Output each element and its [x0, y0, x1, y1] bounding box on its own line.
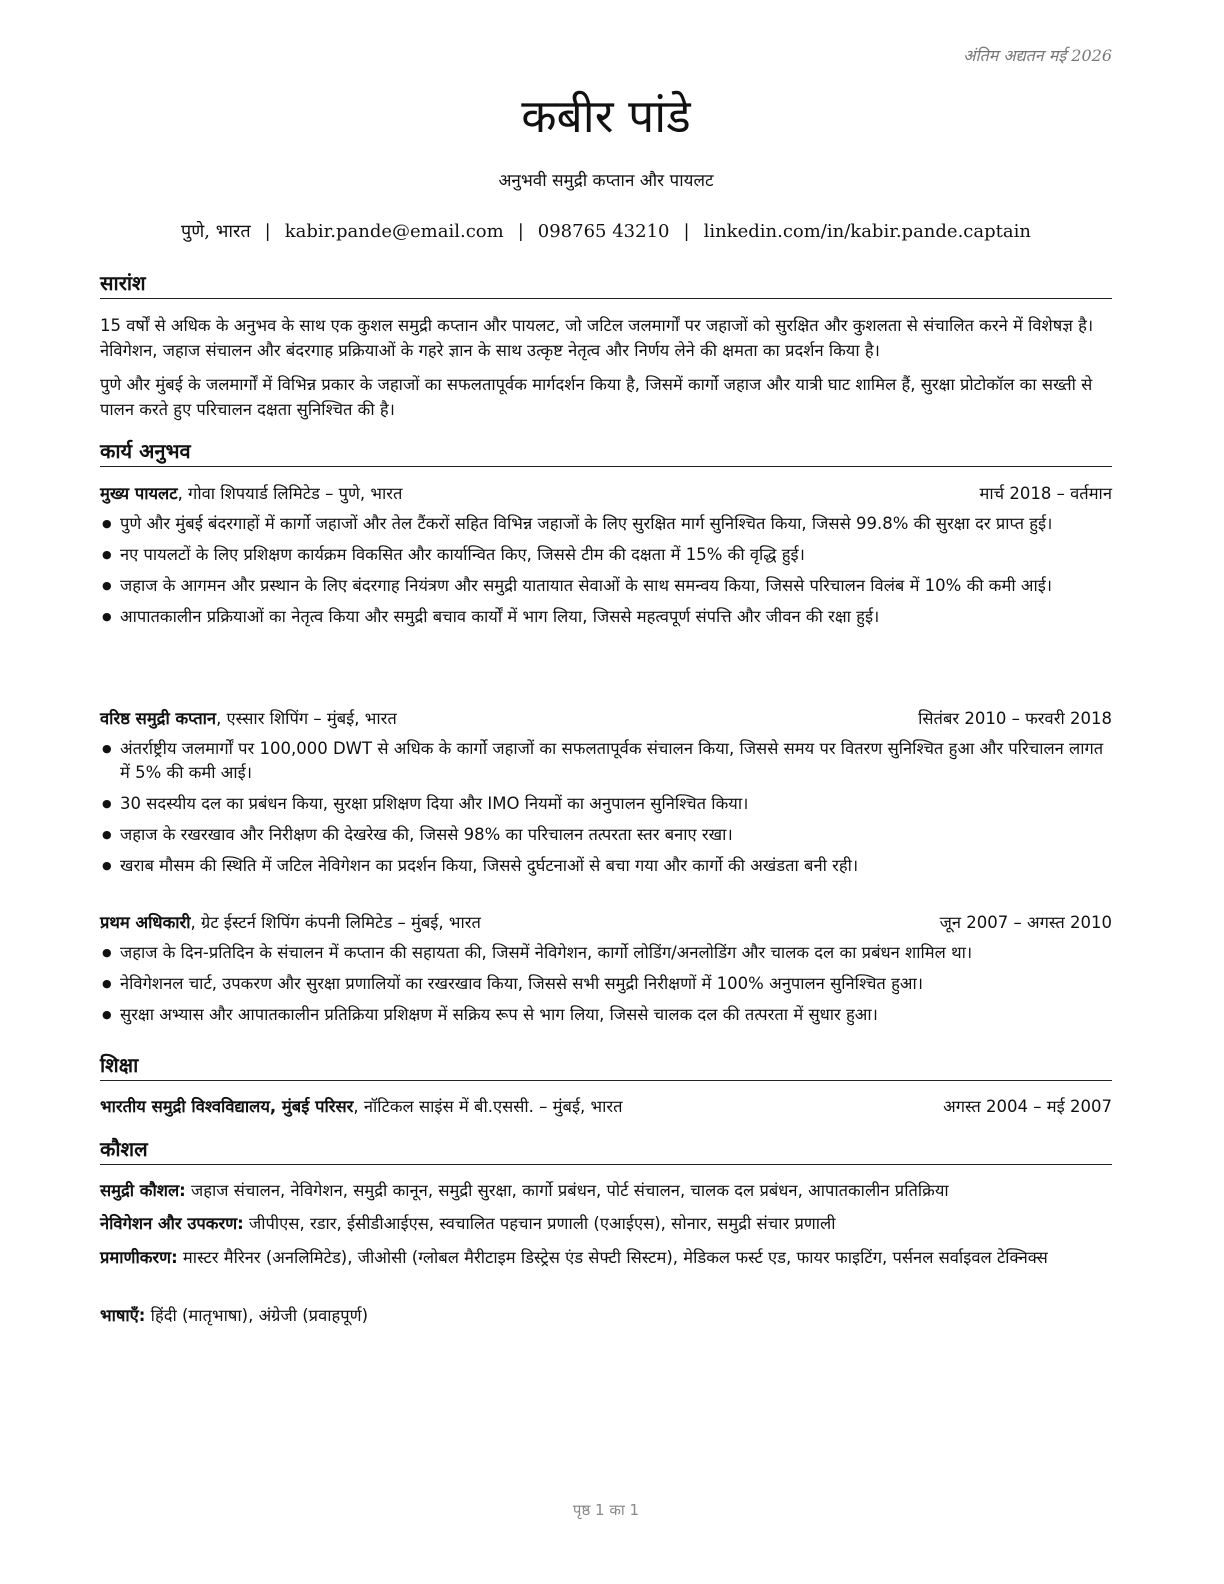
section-title-education: शिक्षा	[100, 1052, 1112, 1081]
section-title-summary: सारांश	[100, 270, 1112, 299]
section-title-experience: कार्य अनुभव	[100, 438, 1112, 467]
skill-value: जहाज संचालन, नेविगेशन, समुद्री कानून, समुद्री सुरक्षा, कार्गो प्रबंधन, पोर्ट संचालन, चालक दल प्रबंधन, आपातकालीन प्रतिक्रिया	[185, 1181, 949, 1200]
skill-line	[100, 1304, 1112, 1328]
skill-line	[100, 1246, 1112, 1270]
job-role: प्रथम अधिकारी	[100, 913, 191, 932]
list-item: ● 30 सदस्यीय दल का प्रबंधन किया, सुरक्षा प्रशिक्षण दिया और IMO नियमों का अनुपालन सुनिश्चित किया।	[100, 792, 1112, 816]
contact-phone[interactable]: 098765 43210	[537, 221, 670, 242]
contact-location: पुणे, भारत	[181, 221, 251, 242]
skill-value: जीपीएस, रडार, ईसीडीआईएस, स्वचालित पहचान प्रणाली (एआईएस), सोनार, समुद्री संचार प्रणाली	[243, 1214, 836, 1233]
list-item: ● खराब मौसम की स्थिति में जटिल नेविगेशन का प्रदर्शन किया, जिससे दुर्घटनाओं से बचा गया और कार्गो की अखंडता बनी रही।	[100, 854, 1112, 878]
job-org: , गोवा शिपयार्ड लिमिटेड – पुणे, भारत	[177, 484, 403, 503]
job-org: , एस्सार शिपिंग – मुंबई, भारत	[216, 709, 397, 728]
list-item: ● सुरक्षा अभ्यास और आपातकालीन प्रतिक्रिया प्रशिक्षण में सक्रिय रूप से भाग लिया, जिससे चालक दल की तत्परता में सुधार हुआ।	[100, 1003, 1112, 1027]
summary-paragraph-2: पुणे और मुंबई के जलमार्गों में विभिन्न प्रकार के जहाजों का सफलतापूर्वक मार्गदर्शन किया है, जिसमें कार्गो जहाज और यात्री घाट शामिल हैं, सुरक्षा प्रोटोकॉल का सख्ती से पालन करते हुए परिचालन दक्षता सुनिश्चित की है।	[100, 375, 1093, 419]
job-date: जून 2007 – अगस्त 2010	[939, 913, 1112, 932]
job-role: वरिष्ठ समुद्री कप्तान	[100, 709, 217, 728]
job-heading	[100, 911, 1112, 935]
job-date: मार्च 2018 – वर्तमान	[979, 484, 1112, 503]
list-item: ● पुणे और मुंबई बंदरगाहों में कार्गो जहाजों और तेल टैंकरों सहित विभिन्न जहाजों के लिए सुरक्षित मार्ग सुनिश्चित किया, जिससे 99.8% की सुरक्षा दर प्राप्त हुई।	[100, 512, 1112, 536]
list-item: ● आपातकालीन प्रक्रियाओं का नेतृत्व किया और समुद्री बचाव कार्यों में भाग लिया, जिससे महत्वपूर्ण संपत्ति और जीवन की रक्षा हुई।	[100, 605, 1112, 629]
contact-separator: |	[517, 221, 524, 242]
page-number: पृष्ठ 1 का 1	[572, 1501, 640, 1519]
list-item: ● जहाज के आगमन और प्रस्थान के लिए बंदरगाह नियंत्रण और समुद्री यातायात सेवाओं के साथ समन्वय किया, जिससे परिचालन विलंब में 10% की कमी आई।	[100, 574, 1112, 598]
job-heading	[100, 707, 1112, 731]
contact-separator: |	[264, 221, 271, 242]
education-institution: भारतीय समुद्री विश्वविद्यालय, मुंबई परिसर	[100, 1097, 354, 1116]
skill-label: भाषाएँ:	[100, 1306, 146, 1325]
resume-page	[100, 0, 1112, 1584]
candidate-subtitle: अनुभवी समुद्री कप्तान और पायलट	[498, 171, 714, 191]
skill-value: हिंदी (मातृभाषा), अंग्रेजी (प्रवाहपूर्ण)	[145, 1306, 369, 1325]
job-bullets	[100, 941, 1112, 1034]
skill-label: प्रमाणीकरण:	[100, 1248, 178, 1267]
education-degree: , नॉटिकल साइंस में बी.एससी. – मुंबई, भारत	[353, 1097, 623, 1116]
skill-label: समुद्री कौशल:	[100, 1181, 186, 1200]
job-bullets	[100, 512, 1112, 636]
list-item: ● जहाज के दिन-प्रतिदिन के संचालन में कप्तान की सहायता की, जिसमें नेविगेशन, कार्गो लोडिंग/अनलोडिंग और चालक दल का प्रबंधन शामिल था।	[100, 941, 1112, 965]
contact-linkedin[interactable]: linkedin.com/in/kabir.pande.captain	[703, 221, 1031, 242]
candidate-name: कबीर पांडे	[521, 89, 691, 143]
list-item: ● अंतर्राष्ट्रीय जलमार्गों पर 100,000 DWT से अधिक के कार्गो जहाजों का सफलतापूर्वक संचालन किया, जिससे समय पर वितरण सुनिश्चित हुआ और परिचालन लागत में 5% की कमी आई।	[100, 737, 1112, 785]
skill-value: मास्टर मैरिनर (अनलिमिटेड), जीओसी (ग्लोबल मैरीटाइम डिस्ट्रेस एंड सेफ्टी सिस्टम), मेडिकल फर्स्ट एड, फायर फाइटिंग, पर्सनल सर्वाइवल टेक्निक्स	[177, 1248, 1048, 1267]
list-item: ● नेविगेशनल चार्ट, उपकरण और सुरक्षा प्रणालियों का रखरखाव किया, जिससे सभी समुद्री निरीक्षणों में 100% अनुपालन सुनिश्चित हुआ।	[100, 972, 1112, 996]
contact-separator: |	[683, 221, 690, 242]
summary-paragraph-1: 15 वर्षों से अधिक के अनुभव के साथ एक कुशल समुद्री कप्तान और पायलट, जो जटिल जलमार्गों पर जहाजों को सुरक्षित और कुशलता से संचालित करने में विशेषज्ञ है। नेविगेशन, जहाज संचालन और बंदरगाह प्रक्रियाओं के गहरे ज्ञान के साथ उत्कृष्ट नेतृत्व और निर्णय लेने की क्षमता का प्रदर्शन किया है।	[100, 316, 1094, 360]
education-entry	[100, 1095, 1112, 1119]
skill-line	[100, 1179, 1112, 1203]
education-date: अगस्त 2004 – मई 2007	[943, 1097, 1112, 1116]
job-role: मुख्य पायलट	[100, 484, 178, 503]
skill-line	[100, 1212, 1112, 1236]
contact-email[interactable]: kabir.pande@email.com	[284, 221, 504, 242]
section-title-skills: कौशल	[100, 1136, 1112, 1165]
contact-line	[100, 219, 1112, 243]
job-heading	[100, 482, 1112, 506]
skill-label: नेविगेशन और उपकरण:	[100, 1214, 244, 1233]
job-date: सितंबर 2010 – फरवरी 2018	[918, 709, 1112, 728]
job-org: , ग्रेट ईस्टर्न शिपिंग कंपनी लिमिटेड – मुंबई, भारत	[190, 913, 481, 932]
list-item: ● नए पायलटों के लिए प्रशिक्षण कार्यक्रम विकसित और कार्यान्वित किए, जिससे टीम की दक्षता में 15% की वृद्धि हुई।	[100, 543, 1112, 567]
list-item: ● जहाज के रखरखाव और निरीक्षण की देखरेख की, जिससे 98% का परिचालन तत्परता स्तर बनाए रखा।	[100, 823, 1112, 847]
job-bullets	[100, 737, 1112, 885]
last-updated: अंतिम अद्यतन मई 2026	[963, 46, 1112, 65]
